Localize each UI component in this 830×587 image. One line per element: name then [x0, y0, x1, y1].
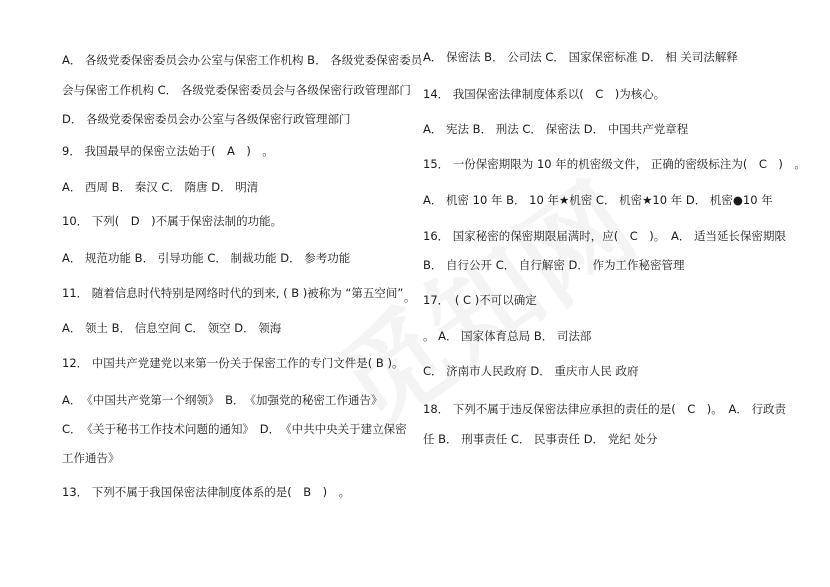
question-12: 12． 中国共产党建党以来第一份关于保密工作的专门文件是( B )。	[62, 356, 404, 370]
text-line: C． 济南市人民政府 D． 重庆市人民 政府	[423, 364, 639, 378]
text-line: A． 《中国共产党第一个纲领》 B． 《加强党的秘密工作通告》	[62, 393, 383, 407]
question-18: 18． 下列不属于违反保密法律应承担的责任的是( C )。 A． 行政责	[423, 402, 787, 416]
text-line: 工作通告》	[62, 451, 120, 465]
text-line: A． 宪法 B． 刑法 C． 保密法 D． 中国共产党章程	[423, 122, 689, 136]
text-line: A． 西周 B． 秦汉 C． 隋唐 D． 明清	[62, 180, 259, 194]
text-line: 会与保密工作机构 C． 各级党委保密委员会与各级保密行政管理部门	[62, 83, 411, 97]
question-11: 11． 随着信息时代特别是网络时代的到来, ( B )被称为 “第五空间”	[62, 286, 404, 300]
question-15: 15． 一份保密期限为 10 年的机密级文件， 正确的密级标注为( C ) 。	[423, 157, 806, 171]
question-14: 14． 我国保密法律制度体系以( C )为核心。	[423, 87, 666, 101]
text-line: A． 领土 B． 信息空间 C． 领空 D． 领海	[62, 321, 282, 335]
question-17: 17． ( C )不可以确定	[423, 293, 537, 307]
question-9: 9． 我国最早的保密立法始于( A ) 。	[62, 144, 274, 158]
text-line: 任 B． 刑事责任 C． 民事责任 D． 党纪 处分	[423, 432, 658, 446]
question-13: 13． 下列不属于我国保密法律制度体系的是( B ) 。	[62, 485, 351, 499]
question-10: 10． 下列( D )不属于保密法制的功能。	[62, 214, 283, 228]
question-16: 16． 国家秘密的保密期限届满时，应( C )。 A． 适当延长保密期限	[423, 229, 787, 243]
text-line: A． 机密 10 年 B． 10 年★机密 C． 机密★10 年 D． 机密●10 年	[423, 193, 773, 207]
text-line: A． 保密法 B． 公司法 C． 国家保密标准 D． 相 关司法解释	[423, 50, 738, 64]
text-line: A． 规范功能 B． 引导功能 C． 制裁功能 D． 参考功能	[62, 251, 351, 265]
text-line: D． 各级党委保密委员会办公室与各级保密行政管理部门	[62, 112, 351, 126]
stray-mark: 。	[404, 290, 416, 304]
text-line: A． 各级党委保密委员会办公室与保密工作机构 B． 各级党委保密委员	[62, 53, 423, 67]
text-line: C． 《关于秘书工作技术问题的通知》 D． 《中共中央关于建立保密	[62, 422, 407, 436]
text-line: B． 自行公开 C． 自行解密 D． 作为工作秘密管理	[423, 258, 685, 272]
text-line: 。 A． 国家体育总局 B． 司法部	[423, 329, 592, 343]
